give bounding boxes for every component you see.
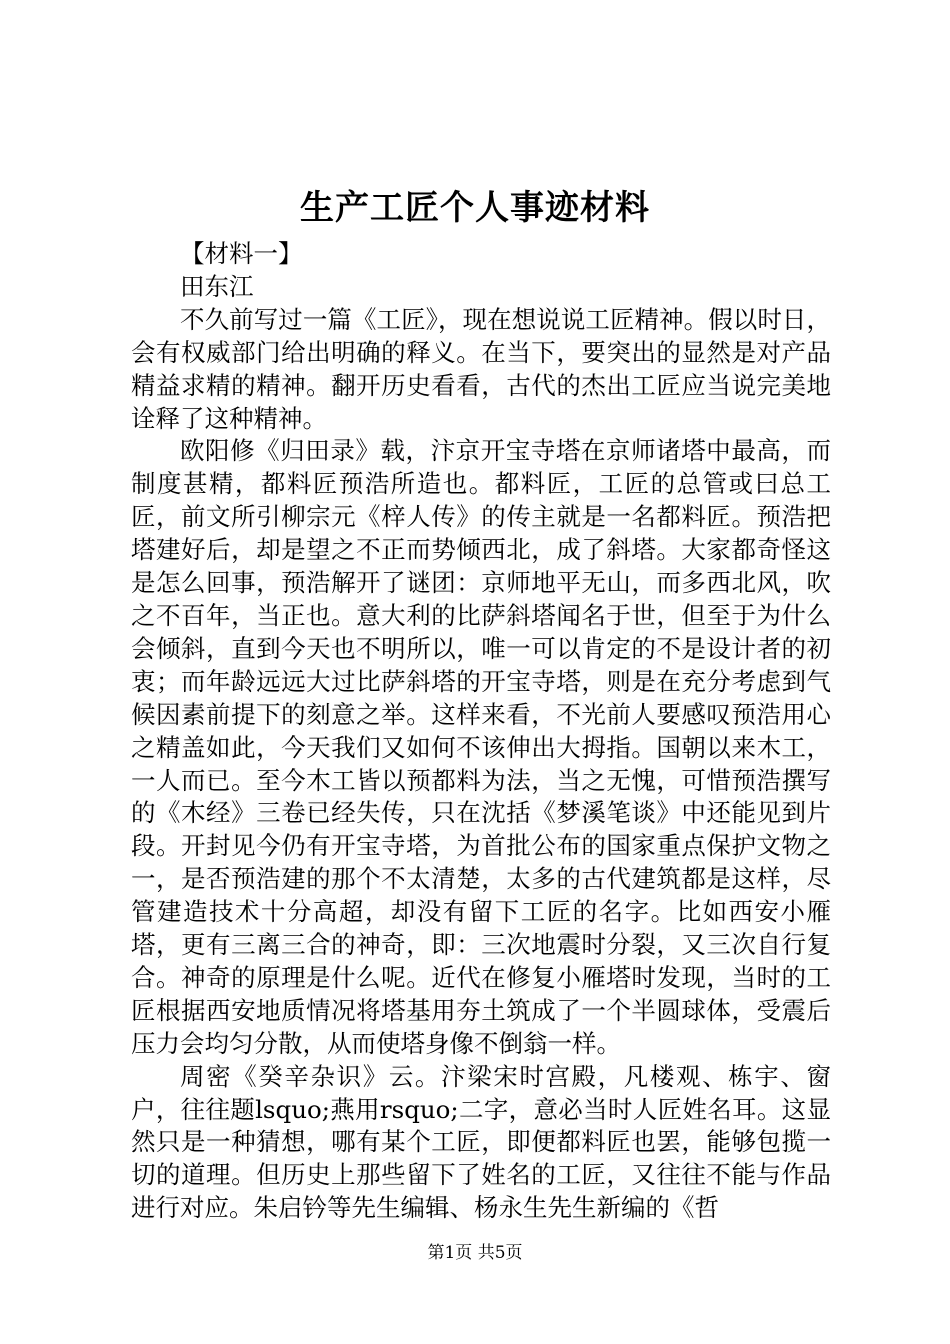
document-title: 生产工匠个人事迹材料 <box>300 188 650 228</box>
paragraph: 欧阳修《归田录》载，汴京开宝寺塔在京师诸塔中最高，而制度甚精，都料匠预浩所造也。都料匠，工匠的总管或曰总工匠，前文所引柳宗元《梓人传》的传主就是一名都料匠。预浩把塔建好后，却是望之不正而势倾西北，成了斜塔。大家都奇怪这是怎么回事，预浩解开了谜团：京师地平无山，而多西北风，吹之不百年，当正也。意大利的比萨斜塔闻名于世，但至于为什么会倾斜，直到今天也不明所以，唯一可以肯定的不是设计者的初衷；而年龄远远大过比萨斜塔的开宝寺塔，则是在充分考虑到气候因素前提下的刻意之举。这样来看，不光前人要感叹预浩用心之精盖如此，今天我们又如何不该伸出大拇指。国朝以来木工，一人而已。至今木工皆以预都料为法，当之无愧，可惜预浩撰写的《木经》三卷已经失传，只在沈括《梦溪笔谈》中还能见到片段。开封见今仍有开宝寺塔，为首批公布的国家重点保护文物之一，是否预浩建的那个不太清楚，太多的古代建筑都是这样，尽管建造技术十分高超，却没有留下工匠的名字。比如西安小雁塔，更有三离三合的神奇，即：三次地震时分裂，又三次自行复合。神奇的原理是什么呢。近代在修复小雁塔时发现，当时的工匠根据西安地质情况将塔基用夯土筑成了一个半圆球体，受震后压力会均匀分散，从而使塔身像不倒翁一样。 <box>131 436 831 1058</box>
paragraph: 周密《癸辛杂识》云。汴梁宋时宫殿，凡楼观、栋宇、窗户，往往题lsquo;燕用rsquo;二字，意必当时人匠姓名耳。这显然只是一种猜想，哪有某个工匠，即便都料匠也罢，能够包揽一切的道理。但历史上那些留下了姓名的工匠，又往往不能与作品进行对应。朱启钤等先生编辑、杨永生先生新编的《哲 <box>131 1061 831 1223</box>
paragraph: 不久前写过一篇《工匠》，现在想说说工匠精神。假以时日，会有权威部门给出明确的释义。在当下，要突出的显然是对产品精益求精的精神。翻开历史看看，古代的杰出工匠应当说完美地诠释了这种精神。 <box>131 304 831 433</box>
document-body <box>131 238 831 1225</box>
page-footer: 第1页 共5页 <box>427 1243 523 1263</box>
section-label: 【材料一】 <box>180 239 303 268</box>
author-name: 田东江 <box>180 271 254 301</box>
